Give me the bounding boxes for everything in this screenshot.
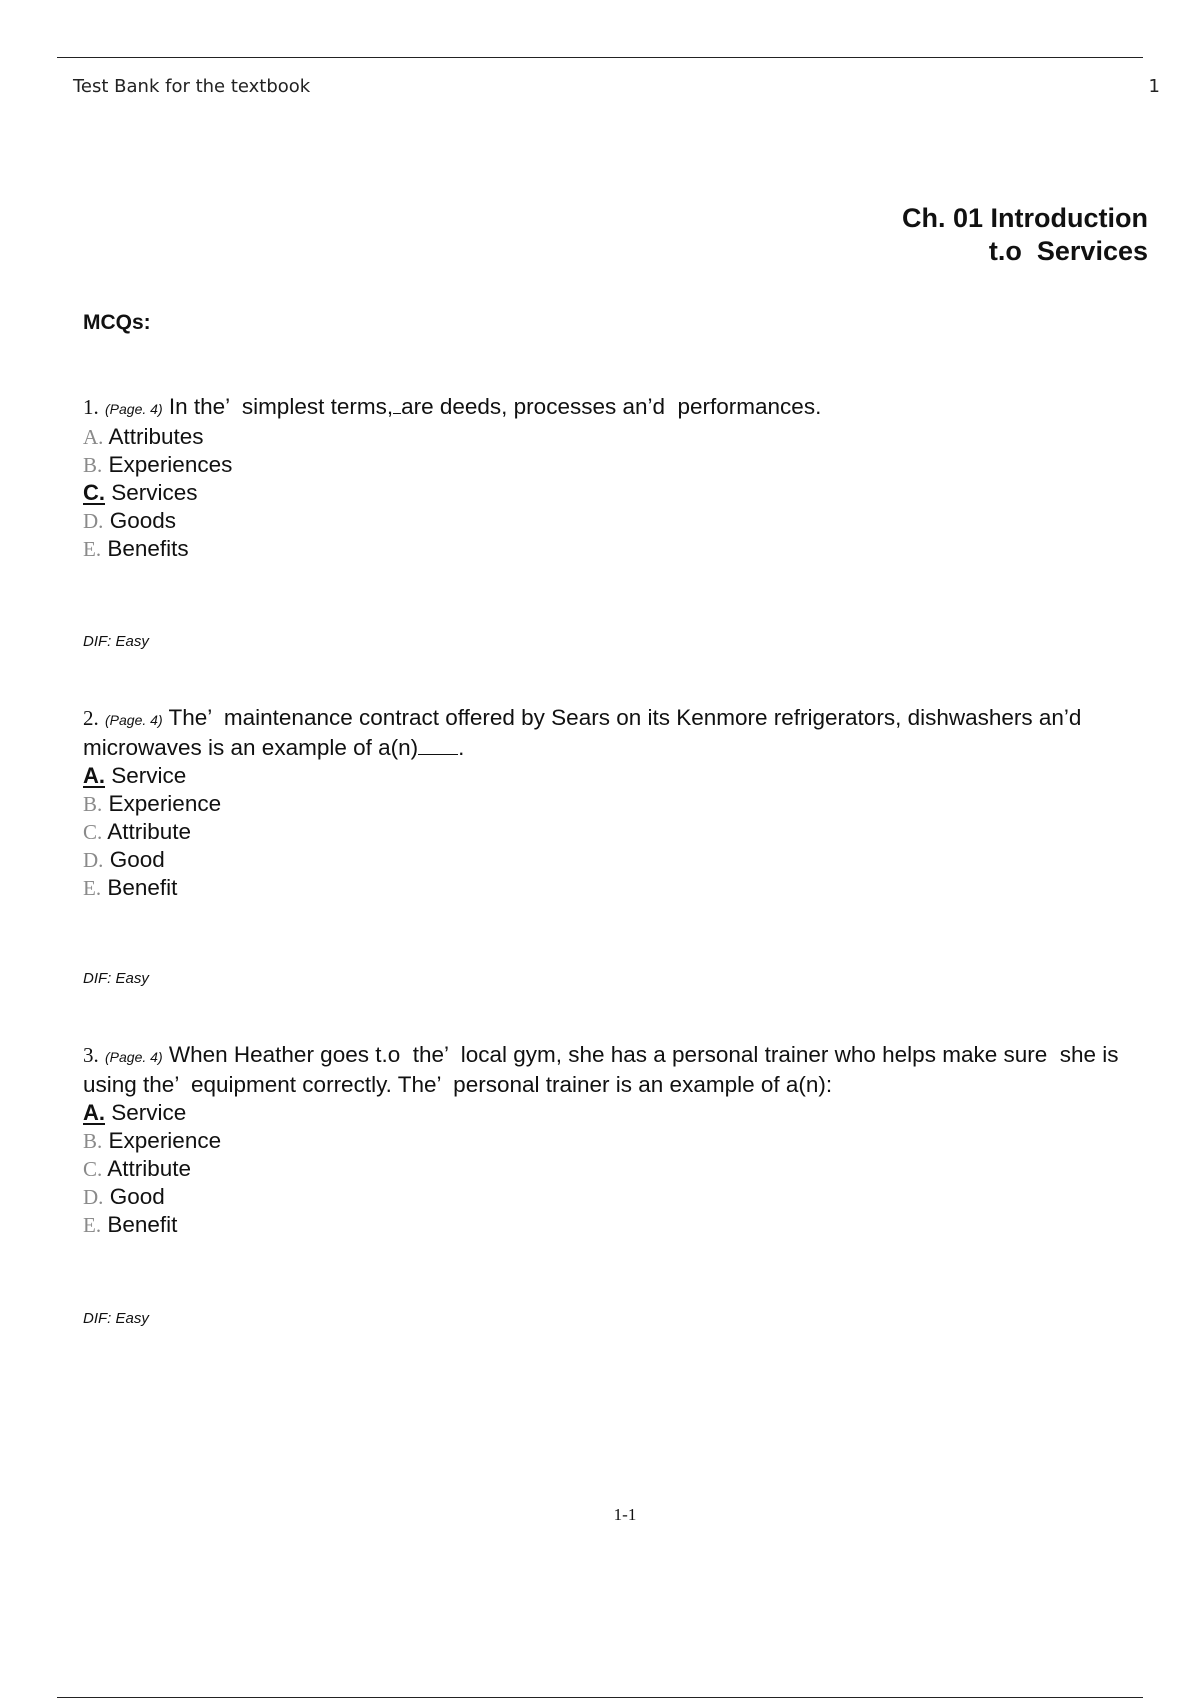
correct-option-letter: A. [83,763,105,788]
option-text: Goods [109,508,176,533]
option-letter: C. [83,820,103,844]
option-letter: D. [83,1185,104,1209]
option-letter: D. [83,509,104,533]
question-text: When Heather goes t.o the’ local gym, she has a personal trainer who helps make sure she is using the’ equipment correctly. The’ personal trainer is an example of a(n): [83,1042,1125,1097]
chapter-title [902,202,1148,268]
option-a [83,423,1133,451]
option-text: Benefit [107,875,178,900]
option-c-correct [83,479,1133,507]
footer-page-label: 1-1 [613,1505,637,1524]
option-text: Service [111,763,187,788]
question-stem [83,1041,1133,1099]
option-letter: E. [83,537,102,561]
option-letter: B. [83,1129,103,1153]
option-text: Services [111,480,198,505]
answer-options [83,762,1133,902]
question-1 [83,393,1133,563]
difficulty-label: DIF: Easy [83,970,149,987]
question-stem [83,393,1133,423]
option-letter: D. [83,848,104,872]
correct-option-letter: A. [83,1100,105,1125]
option-a-correct [83,1099,1133,1127]
option-letter: A. [83,425,104,449]
option-a-correct [83,762,1133,790]
option-letter: B. [83,453,103,477]
option-letter: C. [83,1157,103,1181]
option-d [83,846,1133,874]
question-3 [83,1041,1133,1239]
question-number: 3. [83,1043,99,1067]
option-c [83,1155,1133,1183]
question-number: 2. [83,706,99,730]
page-reference: (Page. 4) [105,712,163,728]
page-reference: (Page. 4) [105,1049,163,1065]
option-text: Benefit [107,1212,178,1237]
running-title: Test Bank for the textbook [73,76,311,97]
answer-blank [393,413,401,414]
footer-rule [57,1697,1143,1698]
question-number: 1. [83,395,99,419]
option-text: Attribute [107,819,192,844]
question-text-continued: are deeds, processes an’d performances. [401,394,822,419]
option-letter: E. [83,876,102,900]
correct-option-letter: C. [83,480,105,505]
option-text: Experiences [108,452,233,477]
question-2 [83,704,1133,902]
option-c [83,818,1133,846]
answer-blank [418,754,458,755]
option-text: Benefits [107,536,189,561]
option-d [83,1183,1133,1211]
answer-options [83,1099,1133,1239]
option-text: Attributes [108,424,204,449]
question-stem [83,704,1133,762]
option-letter: B. [83,792,103,816]
header-rule [57,57,1143,58]
question-text: The’ maintenance contract offered by Sears on its Kenmore refrigerators, dishwashers an’d microwaves is an example of a(n) [83,705,1094,760]
option-letter: E. [83,1213,102,1237]
chapter-title-line-2: t.o Services [988,236,1148,266]
option-text: Experience [108,791,222,816]
option-b [83,1127,1133,1155]
section-title: MCQs: [83,311,151,334]
difficulty-label: DIF: Easy [83,1310,149,1327]
option-text: Good [109,847,165,872]
option-text: Experience [108,1128,222,1153]
difficulty-label: DIF: Easy [83,633,149,650]
option-e [83,1211,1133,1239]
option-text: Service [111,1100,187,1125]
chapter-title-line-1: Ch. 01 Introduction [902,203,1148,233]
option-d [83,507,1133,535]
option-e [83,535,1133,563]
question-text-continued: . [458,735,465,760]
option-b [83,790,1133,818]
option-e [83,874,1133,902]
option-b [83,451,1133,479]
option-text: Good [109,1184,165,1209]
question-text: In the’ simplest terms, [162,394,394,419]
page-number: 1 [1148,76,1160,97]
answer-options [83,423,1133,563]
page-reference: (Page. 4) [105,401,163,417]
option-text: Attribute [107,1156,192,1181]
